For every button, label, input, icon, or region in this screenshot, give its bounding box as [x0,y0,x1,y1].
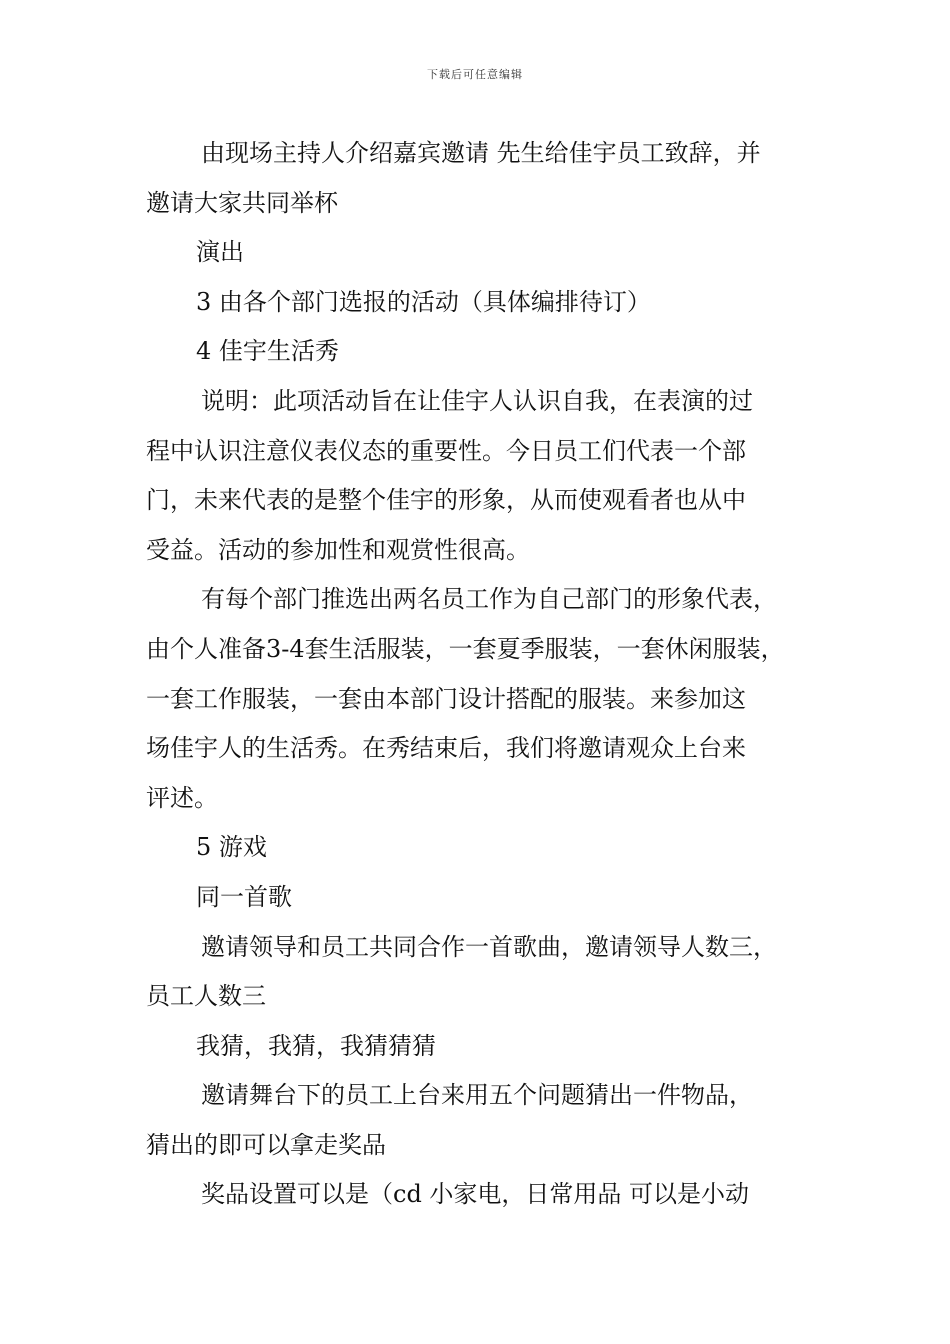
paragraph-line: 一套工作服装，一套由本部门设计搭配的服装。来参加这 [146,684,746,713]
paragraph-line: 由现场主持人介绍嘉宾邀请 先生给佳宇员工致辞，并 [201,139,761,167]
paragraph-line: 说明：此项活动旨在让佳宇人认识自我，在表演的过 [201,386,753,415]
paragraph-line: 受益。活动的参加性和观赏性很高。 [146,535,530,564]
paragraph-line: 员工人数三 [146,982,266,1011]
paragraph-line: 邀请大家共同举杯 [146,188,338,217]
paragraph-line: 猜出的即可以拿走奖品 [146,1130,386,1159]
paragraph-line: 评述。 [146,783,218,812]
paragraph-line: 有每个部门推选出两名员工作为自己部门的形象代表， [201,585,777,614]
paragraph-line: 门，未来代表的是整个佳宇的形象，从而使观看者也从中 [146,486,746,515]
paragraph-line: 邀请舞台下的员工上台来用五个问题猜出一件物品， [201,1081,753,1110]
paragraph-line: 同一首歌 [196,882,292,911]
paragraph-line: 程中认识注意仪表仪态的重要性。今日员工们代表一个部 [146,436,746,465]
paragraph-line: 4 佳宇生活秀 [196,337,339,366]
paragraph-line: 5 游戏 [196,833,267,862]
paragraph-line: 演出 [196,238,244,267]
paragraph-line: 由个人准备3-4套生活服装，一套夏季服装，一套休闲服装， [146,634,785,663]
paragraph-line: 我猜，我猜，我猜猜猜 [196,1031,436,1060]
paragraph-line: 3 由各个部门选报的活动（具体编排待订） [196,287,651,316]
paragraph-line: 场佳宇人的生活秀。在秀结束后，我们将邀请观众上台来 [146,734,746,763]
paragraph-line: 邀请领导和员工共同合作一首歌曲，邀请领导人数三， [201,932,777,961]
document-body [146,129,810,1220]
page-header-note: 下载后可任意编辑 [427,68,523,81]
paragraph-line: 奖品设置可以是（cd 小家电，日常用品 可以是小动 [201,1180,750,1209]
